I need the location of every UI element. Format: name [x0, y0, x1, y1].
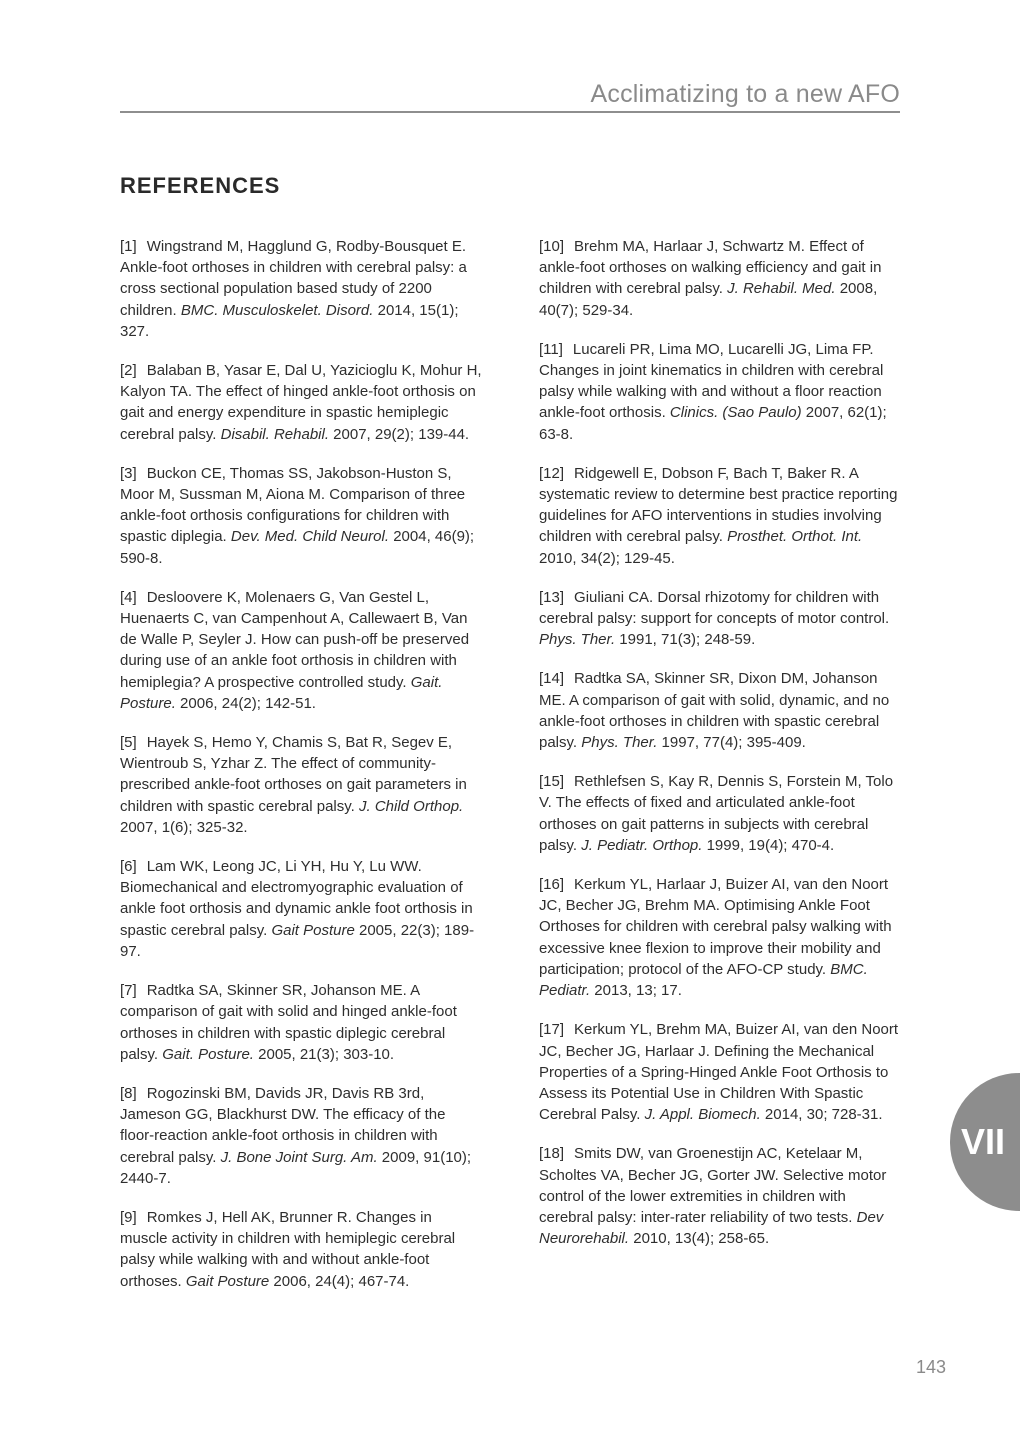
- reference-number: [12]: [539, 464, 565, 482]
- reference-number: [16]: [539, 876, 565, 894]
- reference-citation: 2013, 13; 17.: [590, 982, 682, 1000]
- reference-number: [3]: [120, 464, 137, 482]
- reference-text: Balaban B, Yasar E, Dal U, Yazicioglu K, Mohur H, Kalyon TA. The effect of hinged ankle-foot orthosis on gait and energy expenditure in spastic hemiplegic cerebral palsy.: [120, 362, 482, 443]
- reference-item: [539, 339, 901, 445]
- reference-number: [11]: [539, 340, 563, 358]
- reference-number: [8]: [120, 1084, 137, 1102]
- reference-journal: Prosthet. Orthot. Int.: [727, 528, 863, 546]
- reference-citation: 2006, 24(4); 467-74.: [269, 1272, 410, 1290]
- reference-number: [10]: [539, 238, 565, 255]
- chapter-label: VII: [961, 1121, 1006, 1162]
- reference-text: Lucareli PR, Lima MO, Lucarelli JG, Lima FP. Changes in joint kinematics in children with cerebral palsy while walking with and without a floor reaction ankle-foot orthosis.: [539, 340, 884, 422]
- reference-citation: 2008, 40(7); 529-34.: [539, 280, 878, 319]
- reference-number: [13]: [539, 588, 565, 606]
- reference-number: [7]: [120, 982, 137, 1000]
- page-number: 143: [915, 1357, 946, 1377]
- reference-journal: J. Rehabil. Med.: [727, 280, 836, 298]
- reference-number: [5]: [120, 734, 137, 752]
- reference-citation: 2014, 30; 728-31.: [760, 1106, 883, 1124]
- reference-text: Romkes J, Hell AK, Brunner R. Changes in muscle activity in children with hemiplegic cerebral palsy while walking with and without ankle-foot orthoses.: [120, 1208, 456, 1290]
- reference-journal: Gait Posture: [271, 921, 355, 939]
- reference-journal: Gait. Posture.: [162, 1045, 254, 1063]
- reference-item: [120, 1083, 482, 1189]
- reference-citation: 2010, 13(4); 258-65.: [629, 1230, 770, 1248]
- reference-journal: Clinics. (Sao Paulo): [669, 404, 802, 422]
- reference-citation: 2007, 62(1); 63-8.: [539, 404, 887, 443]
- reference-journal: Disabil. Rehabil.: [220, 425, 329, 443]
- reference-journal: Dev. Med. Child Neurol.: [230, 528, 390, 546]
- reference-number: [14]: [539, 670, 565, 688]
- reference-item: [539, 1143, 901, 1249]
- reference-item: [539, 463, 901, 569]
- references-right-column: [539, 236, 901, 1267]
- reference-item: [120, 463, 482, 569]
- reference-citation: 1991, 71(3); 248-59.: [615, 631, 756, 649]
- reference-item: [120, 587, 482, 714]
- reference-number: [15]: [539, 773, 565, 791]
- reference-number: [9]: [120, 1208, 137, 1226]
- reference-item: [539, 771, 901, 856]
- reference-item: [120, 980, 482, 1065]
- reference-number: [18]: [539, 1145, 565, 1163]
- reference-journal: BMC. Pediatr.: [539, 960, 868, 1000]
- reference-journal: J. Bone Joint Surg. Am.: [220, 1148, 378, 1166]
- section-title: REFERENCES: [120, 173, 281, 198]
- reference-number: [4]: [120, 588, 137, 606]
- reference-text: Wingstrand M, Hagglund G, Rodby-Bousquet E. Ankle-foot orthoses in children with cerebral palsy: a cross sectional population based study of 2200 children.: [120, 238, 467, 319]
- reference-journal: Phys. Ther.: [539, 631, 616, 649]
- reference-journal: Phys. Ther.: [581, 734, 658, 752]
- references-left-column: [120, 236, 482, 1310]
- reference-text: Rogozinski BM, Davids JR, Davis RB 3rd, Jameson GG, Blackhurst DW. The efficacy of the floor-reaction ankle-foot orthosis in children with cerebral palsy.: [120, 1084, 446, 1166]
- reference-citation: 2005, 21(3); 303-10.: [253, 1045, 395, 1063]
- reference-item: [539, 1019, 901, 1125]
- reference-citation: 1999, 19(4); 470-4.: [702, 836, 835, 854]
- reference-journal: BMC. Musculoskelet. Disord.: [180, 301, 374, 319]
- reference-text: Kerkum YL, Brehm MA, Buizer AI, van den Noort JC, Becher JG, Harlaar J. Defining the Mechanical Properties of a Spring-Hinged Ankle Foot Orthosis to Assess its Potential Use in Children With Spastic Cerebral Palsy.: [539, 1021, 899, 1124]
- reference-text: Brehm MA, Harlaar J, Schwartz M. Effect of ankle-foot orthoses on walking efficiency and gait in children with cerebral palsy.: [539, 238, 882, 298]
- running-header: Acclimatizing to a new AFO: [590, 80, 900, 108]
- reference-text: Buckon CE, Thomas SS, Jakobson-Huston S, Moor M, Sussman M, Aiona M. Comparison of three ankle-foot orthosis configurations for children with spastic diplegia.: [120, 464, 466, 546]
- reference-journal: J. Pediatr. Orthop.: [581, 836, 703, 854]
- reference-journal: Gait. Posture.: [120, 673, 443, 712]
- reference-citation: 2010, 34(2); 129-45.: [539, 549, 675, 567]
- reference-citation: 2014, 15(1); 327.: [120, 301, 459, 340]
- reference-number: [2]: [120, 362, 137, 380]
- reference-text: Hayek S, Hemo Y, Chamis S, Bat R, Segev E, Wientroub S, Yzhar Z. The effect of community-prescribed ankle-foot orthoses on gait parameters in children with spastic cerebral palsy.: [120, 734, 467, 815]
- reference-text: Giuliani CA. Dorsal rhizotomy for children with cerebral palsy: support for concepts of motor control.: [539, 588, 890, 628]
- reference-journal: J. Appl. Biomech.: [644, 1106, 761, 1124]
- reference-number: [6]: [120, 858, 137, 876]
- reference-text: Radtka SA, Skinner SR, Dixon DM, Johanson ME. A comparison of gait with solid, dynamic, and no ankle-foot orthoses in children with spastic cerebral palsy.: [539, 670, 890, 752]
- reference-text: Smits DW, van Groenestijn AC, Ketelaar M, Scholtes VA, Becher JG, Gorter JW. Selective motor control of the lower extremities in children with cerebral palsy: inter-rater reliability of two tests.: [539, 1145, 887, 1226]
- reference-item: [120, 236, 482, 342]
- reference-item: [539, 587, 901, 651]
- reference-citation: 2004, 46(9); 590-8.: [120, 528, 475, 567]
- reference-number: [1]: [120, 238, 137, 255]
- reference-item: [539, 236, 901, 321]
- reference-text: Radtka SA, Skinner SR, Johanson ME. A comparison of gait with solid and hinged ankle-foot orthoses in children with spastic diplegic cerebral palsy.: [120, 982, 457, 1063]
- reference-citation: 2006, 24(2); 142-51.: [175, 694, 316, 712]
- reference-journal: J. Child Orthop.: [359, 797, 464, 815]
- reference-text: Desloovere K, Molenaers G, Van Gestel L, Huenaerts C, van Campenhout A, Callewaert B, Van de Walle P, Seyler J. How can push-off be preserved during use of an ankle foot orthosis in children with hemiplegia? A prospective controlled study.: [120, 588, 470, 691]
- reference-journal: Dev Neurorehabil.: [539, 1208, 884, 1248]
- reference-item: [120, 1207, 482, 1292]
- reference-citation: 2007, 1(6); 325-32.: [120, 818, 248, 836]
- reference-citation: 2009, 91(10); 2440-7.: [120, 1148, 472, 1187]
- reference-journal: Gait Posture: [185, 1272, 270, 1290]
- reference-item: [539, 668, 901, 753]
- reference-item: [120, 732, 482, 838]
- reference-citation: 1997, 77(4); 395-409.: [657, 734, 806, 752]
- reference-citation: 2005, 22(3); 189-97.: [120, 921, 475, 960]
- reference-text: Kerkum YL, Harlaar J, Buizer AI, van den Noort JC, Becher JG, Brehm MA. Optimising Ankle Foot Orthoses for children with cerebral palsy walking with excessive knee flexion to improve their mobility and participation; protocol of the AFO-CP study.: [539, 876, 892, 978]
- header-rule: [120, 111, 900, 113]
- reference-item: [120, 360, 482, 445]
- reference-text: Ridgewell E, Dobson F, Bach T, Baker R. A systematic review to determine best practice reporting guidelines for AFO interventions in studies involving children with cerebral palsy.: [539, 464, 898, 546]
- reference-text: Lam WK, Leong JC, Li YH, Hu Y, Lu WW. Biomechanical and electromyographic evaluation of ankle foot orthosis and dynamic ankle foot orthosis in spastic cerebral palsy.: [120, 858, 473, 939]
- reference-item: [539, 874, 901, 1001]
- reference-citation: 2007, 29(2); 139-44.: [329, 425, 470, 443]
- reference-number: [17]: [539, 1021, 565, 1039]
- reference-item: [120, 856, 482, 962]
- reference-text: Rethlefsen S, Kay R, Dennis S, Forstein M, Tolo V. The effects of fixed and articulated ankle-foot orthoses on gait patterns in subjects with cerebral palsy.: [539, 773, 894, 854]
